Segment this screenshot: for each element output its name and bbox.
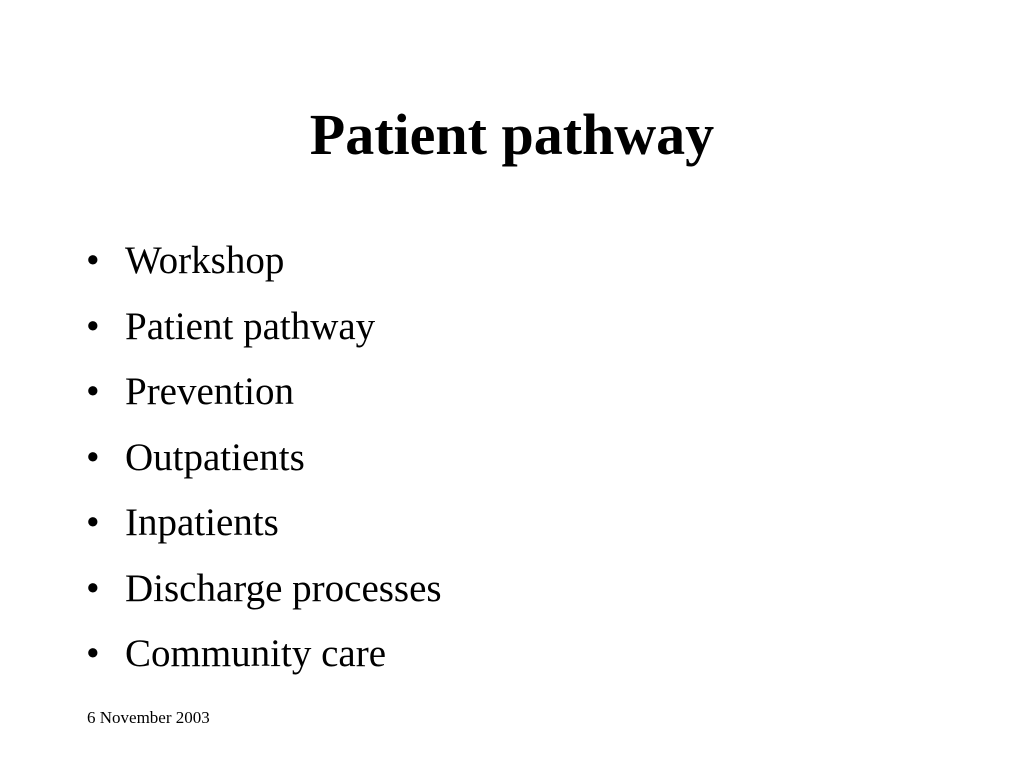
bullet-label: Patient pathway [125, 304, 376, 348]
bullet-icon: • [86, 566, 100, 610]
bullet-icon: • [86, 501, 100, 544]
bullet-item [86, 621, 442, 687]
bullet-item [86, 425, 442, 491]
bullet-icon: • [86, 304, 100, 348]
bullet-icon: • [86, 370, 100, 413]
bullet-label: Discharge processes [125, 566, 442, 610]
bullet-label: Outpatients [125, 435, 305, 479]
bullet-label: Inpatients [125, 501, 279, 544]
slide-title: Patient pathway [309, 102, 715, 167]
footer-date: 6 November 2003 [87, 708, 210, 727]
bullet-item [86, 228, 442, 294]
bullet-label: Community care [125, 632, 387, 675]
bullet-icon: • [86, 435, 100, 479]
bullet-list [86, 228, 442, 687]
bullet-item [86, 294, 442, 360]
bullet-icon: • [86, 632, 100, 675]
bullet-item [86, 556, 442, 622]
bullet-item [86, 490, 442, 556]
bullet-label: Prevention [125, 370, 294, 413]
bullet-icon: • [86, 239, 100, 282]
bullet-label: Workshop [125, 239, 285, 282]
bullet-item [86, 359, 442, 425]
